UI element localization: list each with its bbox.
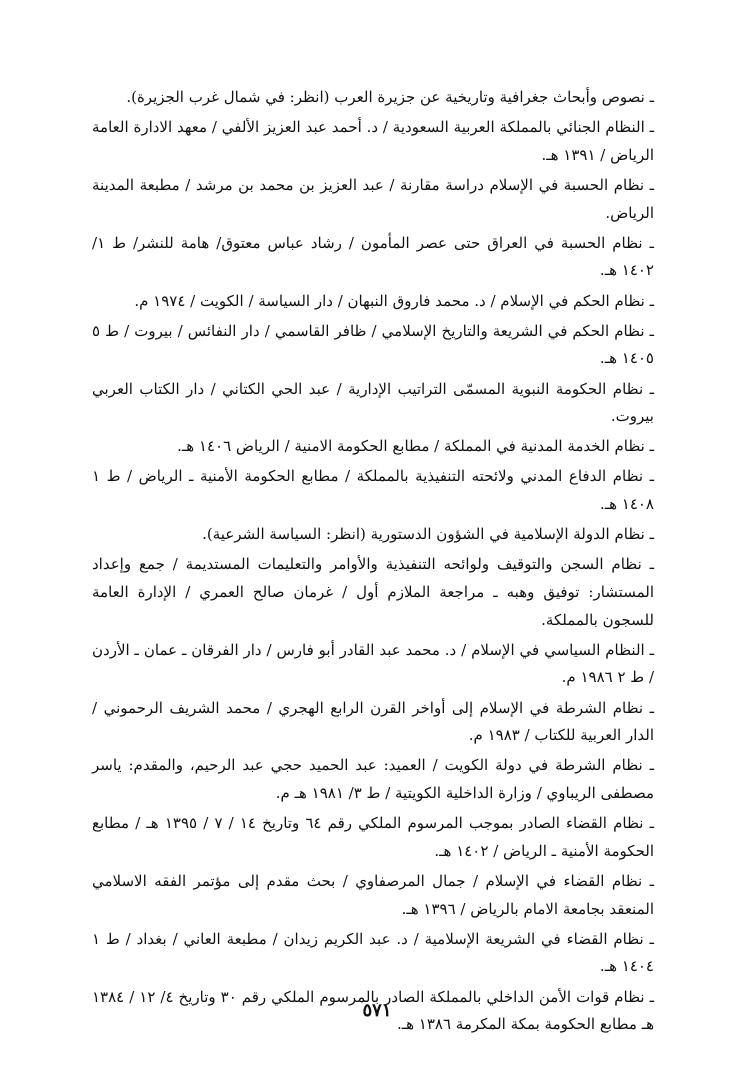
bibliography-entry: ـ النظام السياسي في الإسلام / د. محمد عبد القادر أبو فارس / دار الفرقان ـ عمان ـ الأردن / ط ٢ ١٩٨٦ م. bbox=[92, 640, 654, 687]
bibliography-entry: ـ نظام الحسبة في الإسلام دراسة مقارنة / عبد العزيز بن محمد بن مرشد / مطبعة المدينة الرياض. bbox=[92, 175, 654, 222]
bibliography-entry: ـ نظام الحكم في الشريعة والتاريخ الإسلامي / ظافر القاسمي / دار النفائس / بيروت / ط ٥ ١٤٠٥ هـ. bbox=[92, 321, 654, 368]
bibliography-entry: ـ نصوص وأبحاث جغرافية وتاريخية عن جزيرة العرب (انظر: في شمال غرب الجزيرة). bbox=[126, 88, 654, 106]
bibliography-entry: ـ نظام القضاء الصادر بموجب المرسوم الملكي رقم ٦٤ وتاريخ ١٤ / ٧ / ١٣٩٥ هـ / مطابع الحكومة الأمنية ـ الرياض / ١٤٠٢ هـ. bbox=[92, 814, 654, 860]
bibliography-entry: ـ نظام الحكم في الإسلام / د. محمد فاروق النبهان / دار السياسة / الكويت / ١٩٧٤ م. bbox=[134, 291, 654, 310]
bibliography-entry: ـ نظام القضاء في الشريعة الإسلامية / د. عبد الكريم زيدان / مطبعة العاني / بغداد / ط ١ ١٤٠٤ هـ. bbox=[92, 929, 654, 976]
bibliography-entry: ـ النظام الجنائي بالمملكة العربية السعودية / د. أحمد عبد العزيز الألفي / معهد الادارة العامة الرياض / ١٣٩١ هـ. bbox=[92, 118, 654, 164]
bibliography-entry: ـ نظام الدفاع المدني ولائحته التنفيذية بالمملكة / مطابع الحكومة الأمنية ـ الرياض / ط ١ ١٤٠٨ هـ. bbox=[92, 467, 654, 514]
bibliography-entry: ـ نظام الحسبة في العراق حتى عصر المأمون / رشاد عباس معتوق/ هامة للنشر/ ط ١/ ١٤٠٢ هـ. bbox=[92, 233, 654, 280]
bibliography-entry: ـ نظام الشرطة في الإسلام إلى أواخر القرن الرابع الهجري / محمد الشريف الرحموني / الدار العربية للكتاب / ١٩٨٣ م. bbox=[92, 698, 654, 745]
page-number: ٥٧١ bbox=[362, 1000, 392, 1021]
bibliography-entry: ـ نظام الخدمة المدنية في المملكة / مطابع الحكومة الامنية / الرياض ١٤٠٦ هـ. bbox=[177, 437, 654, 456]
bibliography-entry: ـ نظام السجن والتوقيف ولوائحه التنفيذية والأوامر والتعليمات المستديمة / جمع وإعداد المستشار: توفيق وهبه ـ مراجعة الملازم أول / غرمان صالح العمري / الإدارة العامة للسجون بالمملكة. bbox=[92, 555, 654, 629]
bibliography-entry: ـ نظام القضاء في الإسلام / جمال المرصفاوي / بحث مقدم إلى مؤتمر الفقه الاسلامي المنعقد بجامعة الامام بالرياض / ١٣٩٦ هـ. bbox=[92, 871, 654, 918]
bibliography-entry: ـ نظام الدولة الإسلامية في الشؤون الدستورية (انظر: السياسة الشرعية). bbox=[202, 525, 654, 544]
bibliography-entry: ـ نظام قوات الأمن الداخلي بالمملكة الصادر بالمرسوم الملكي رقم ٣٠ وتاريخ ٤/ ١٢ / ١٣٨٤ هـ مطابع الحكومة بمكة المكرمة ١٣٨٦ هـ. bbox=[92, 987, 654, 1034]
bibliography-list bbox=[92, 84, 654, 1041]
bibliography-entry: ـ نظام الحكومة النبوية المسمّى التراتيب الإدارية / عبد الحي الكتاني / دار الكتاب العربي بيروت. bbox=[92, 379, 654, 426]
bibliography-entry: ـ نظام الشرطة في دولة الكويت / العميد: عبد الحميد حجي عبد الرحيم، والمقدم: ياسر مصطفى الريباوي / وزارة الداخلية الكويتية / ط ٣/ ١٩٨١ هـ م. bbox=[92, 756, 654, 802]
